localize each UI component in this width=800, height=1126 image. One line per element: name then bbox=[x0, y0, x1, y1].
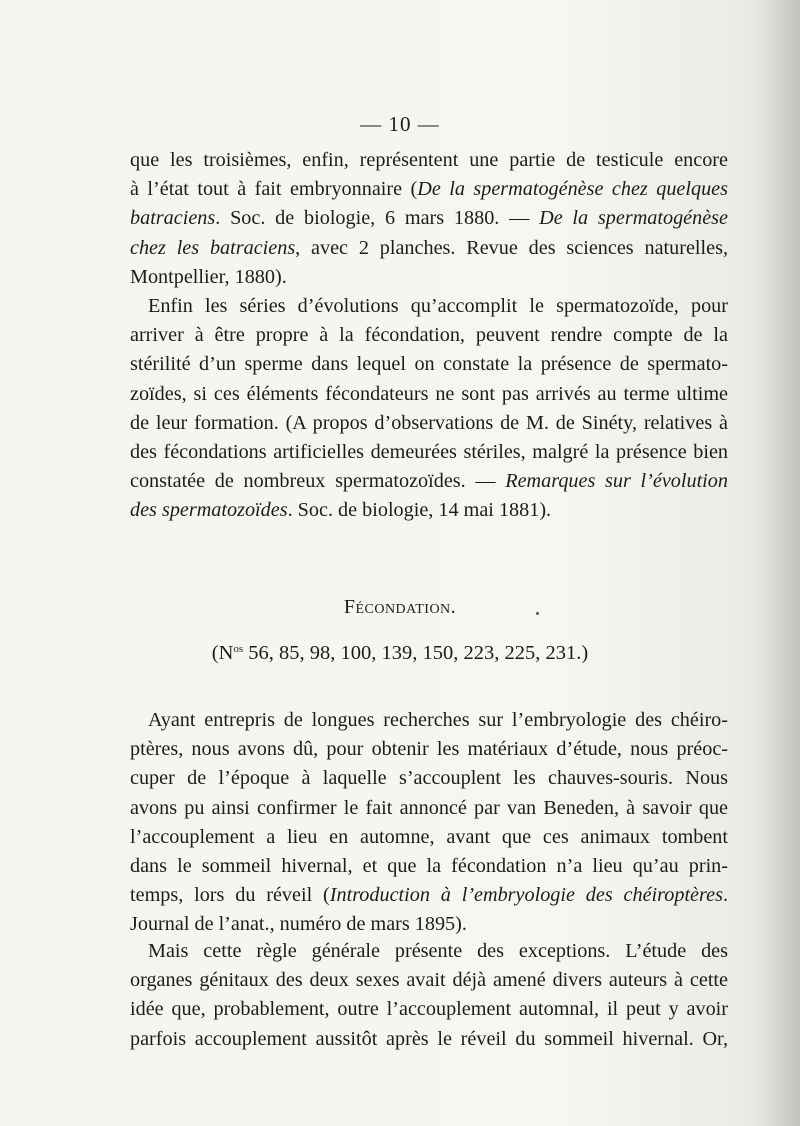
paragraph-sterility bbox=[130, 292, 728, 526]
text-line: temps, lors du réveil (Introduction à l’embryologie des chéiroptères. bbox=[130, 884, 728, 907]
numbers-prefix: (N bbox=[211, 642, 234, 664]
text-line: organes génitaux des deux sexes avait déjà amené divers auteurs à cette bbox=[130, 969, 728, 992]
numbers-superscript: os bbox=[233, 643, 244, 655]
text-line: stérilité d’un sperme dans lequel on constate la présence de spermato- bbox=[130, 353, 728, 376]
text-line: que les troisièmes, enfin, représentent une partie de testicule encore bbox=[130, 149, 728, 171]
text-line: ptères, nous avons dû, pour obtenir les matériaux d’étude, nous préoc- bbox=[130, 738, 728, 761]
text-line: zoïdes, si ces éléments fécondateurs ne sont pas arrivés au terme ultime bbox=[130, 382, 728, 405]
text-line: l’accouplement a lieu en automne, avant que ces animaux tombent bbox=[130, 825, 728, 848]
section-reference-numbers bbox=[0, 642, 800, 665]
text-line: Ayant entrepris de longues recherches sur l’embryologie des chéiro- bbox=[148, 709, 728, 731]
text-line: à l’état tout à fait embryonnaire (De la spermatogénèse chez quelques bbox=[130, 178, 728, 201]
paragraph-chiroptera bbox=[130, 706, 728, 940]
text-line: dans le sommeil hivernal, et que la fécondation n’a lieu qu’au prin- bbox=[130, 854, 728, 877]
text-line: constatée de nombreux spermatozoïdes. — Remarques sur l’évolution bbox=[130, 470, 728, 493]
section-heading bbox=[0, 596, 800, 619]
text-line: chez les batraciens, avec 2 planches. Revue des sciences naturelles, bbox=[130, 236, 728, 259]
text-line: cuper de l’époque à laquelle s’accouplent les chauves-souris. Nous bbox=[130, 767, 728, 790]
text-line: idée que, probablement, outre l’accouplement automnal, il peut y avoir bbox=[130, 998, 728, 1021]
text-line: de leur formation. (A propos d’observations de M. de Sinéty, relatives à bbox=[130, 411, 728, 434]
text-line: parfois accouplement aussitôt après le réveil du sommeil hivernal. Or, bbox=[130, 1027, 728, 1050]
text-line: batraciens. Soc. de biologie, 6 mars 1880. — De la spermatogénèse bbox=[130, 207, 728, 230]
paragraph-exceptions bbox=[130, 937, 728, 1054]
numbers-list: 56, 85, 98, 100, 139, 150, 223, 225, 231.) bbox=[243, 642, 589, 664]
text-line: des spermatozoïdes. Soc. de biologie, 14 mai 1881). bbox=[130, 499, 552, 522]
section-title: Fécondation. bbox=[343, 596, 457, 618]
page-edge-shadow bbox=[760, 0, 800, 1126]
text-line: Mais cette règle générale présente des exceptions. L’étude des bbox=[148, 940, 728, 962]
paragraph-spermatogenesis-end bbox=[130, 146, 728, 292]
text-line: arriver à être propre à la fécondation, peuvent rendre compte de la bbox=[130, 324, 728, 347]
text-line: avons pu ainsi confirmer le fait annoncé par van Beneden, à savoir que bbox=[130, 796, 728, 819]
print-speck bbox=[536, 612, 539, 615]
text-line: Journal de l’anat., numéro de mars 1895). bbox=[130, 913, 467, 936]
page-number: — 10 — bbox=[360, 112, 440, 136]
text-line: des fécondations artificielles demeurées stériles, malgré la présence bien bbox=[130, 440, 728, 463]
text-line: Montpellier, 1880). bbox=[130, 265, 287, 288]
text-line: Enfin les séries d’évolutions qu’accomplit le spermatozoïde, pour bbox=[148, 295, 728, 317]
